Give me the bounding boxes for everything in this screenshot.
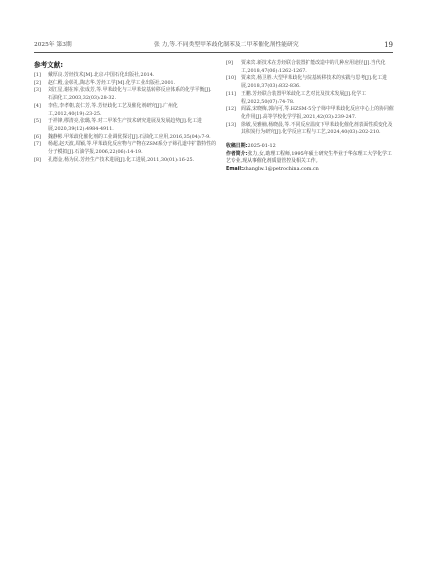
reference-text: 赵仁殿,金彰礼,陶志华.芳烃工学[M].化学工业出版社,2001. xyxy=(48,79,176,86)
page-number: 19 xyxy=(384,41,393,49)
received-date xyxy=(226,143,396,151)
email-label: Email: xyxy=(226,166,244,173)
left-column xyxy=(34,60,216,164)
reference-number: [5] xyxy=(34,118,41,125)
running-header xyxy=(34,40,393,53)
reference-item xyxy=(226,91,396,106)
reference-number: [13] xyxy=(226,121,236,128)
article-meta xyxy=(226,143,396,174)
received-value: 2025-01-12 xyxy=(247,143,276,150)
references-heading: 参考文献: xyxy=(34,61,64,69)
reference-text: 刘江星,谢在库,张成芳,等.甲苯歧化与三甲苯烷基转移反应体系的化学平衡[J].石油化工,2003,32(03):28-32. xyxy=(48,87,212,102)
reference-item xyxy=(226,106,396,121)
reference-text: 王鹏.芳烃联合装置甲苯歧化工艺对比及技术发展[J].化学工程,2022,50(07):74-78. xyxy=(241,90,367,105)
reference-item xyxy=(34,72,216,80)
issue-label: 2025年 第3期 xyxy=(34,42,72,48)
reference-text: 孔德金,杨为民.芳烃生产技术进展[J].化工进展,2011,30(01):16-25. xyxy=(48,156,195,163)
author-email xyxy=(226,166,396,174)
reference-item xyxy=(34,87,216,102)
reference-number: [7] xyxy=(34,141,41,148)
reference-number: [9] xyxy=(226,60,233,66)
reference-list-right xyxy=(226,60,396,137)
reference-text: 徐敏,吴雅楠,杨晓晨,等.不同反应温度下甲苯歧化催化剂表面性质变化及其积炭行为研究[J].化学反应工程与工艺,2024,40(03):202-210. xyxy=(241,121,393,136)
reference-item xyxy=(226,75,396,90)
reference-item xyxy=(34,141,216,156)
reference-text: 贾来宾.新技术在芳烃联合装置扩能改造中的几种应用途径[J].当代化工,2018,47(06):1262-1267. xyxy=(241,60,386,74)
reference-number: [11] xyxy=(226,90,236,97)
reference-text: 阎霖,宋晓梅,郭向可,等.HZSM-5分子筛中甲苯歧化反应中心上的协同催化作用[J].高等学校化学学报,2021,42(03):239-247. xyxy=(241,106,394,120)
reference-item xyxy=(226,60,396,75)
reference-text: 于祥锋,缪清亮,张璐,等.对二甲苯生产技术研究进展及发展趋势[J].化工进展,2020,39(12):4984-4911. xyxy=(48,118,202,132)
reference-list-left xyxy=(34,72,216,164)
author-label: 作者简介: xyxy=(226,150,248,157)
reference-item xyxy=(34,157,216,165)
reference-number: [3] xyxy=(34,87,41,94)
reference-text: 贾来宾,杨卫胜.大型甲苯歧化与烷基转移技术的实践与思考[J].化工进展,2018,37(03):832-836. xyxy=(241,75,387,90)
author-bio xyxy=(226,151,396,166)
reference-text: 魏静彬.甲苯歧化催化剂的工业调优探讨[J].石油化工应用,2016,35(04):7-9. xyxy=(48,133,211,140)
reference-text: 杨超,赵天波,周颖,等.甲苯歧化反应物与产物在ZSM系分子筛孔道中扩散特性的分子模拟[J].石油学报,2006,22(06):14-19. xyxy=(48,141,216,156)
reference-text: 李佐,李孝朝,袁仁芳,等.芳烃歧化工艺及催化剂研究[J].广州化工,2012,40(19):23-25. xyxy=(48,102,178,117)
reference-number: [12] xyxy=(226,106,236,113)
reference-item xyxy=(34,103,216,118)
reference-number: [8] xyxy=(34,156,41,163)
received-label: 收稿日期: xyxy=(226,143,248,150)
reference-text: 戴厚良.芳烃技术[M].北京:中国石化出版社,2014. xyxy=(48,72,155,78)
reference-number: [2] xyxy=(34,79,41,86)
reference-number: [4] xyxy=(34,102,41,109)
reference-item xyxy=(34,118,216,133)
right-column xyxy=(226,60,396,174)
reference-number: [10] xyxy=(226,75,236,82)
author-value: 张力,女,助理工程师,1995年硕士研究生毕业于华东理工大学化学工艺专业,现从事催化剂质量管控及相关工作。 xyxy=(226,150,392,165)
reference-number: [1] xyxy=(34,72,41,78)
running-title: 张 力,等.不同类型甲苯歧化制苯及二甲苯催化剂性能研究 xyxy=(154,42,299,48)
reference-item xyxy=(226,122,396,137)
email-value: zhanglw.1@petrochina.com.cn xyxy=(243,166,319,173)
reference-number: [6] xyxy=(34,133,41,140)
